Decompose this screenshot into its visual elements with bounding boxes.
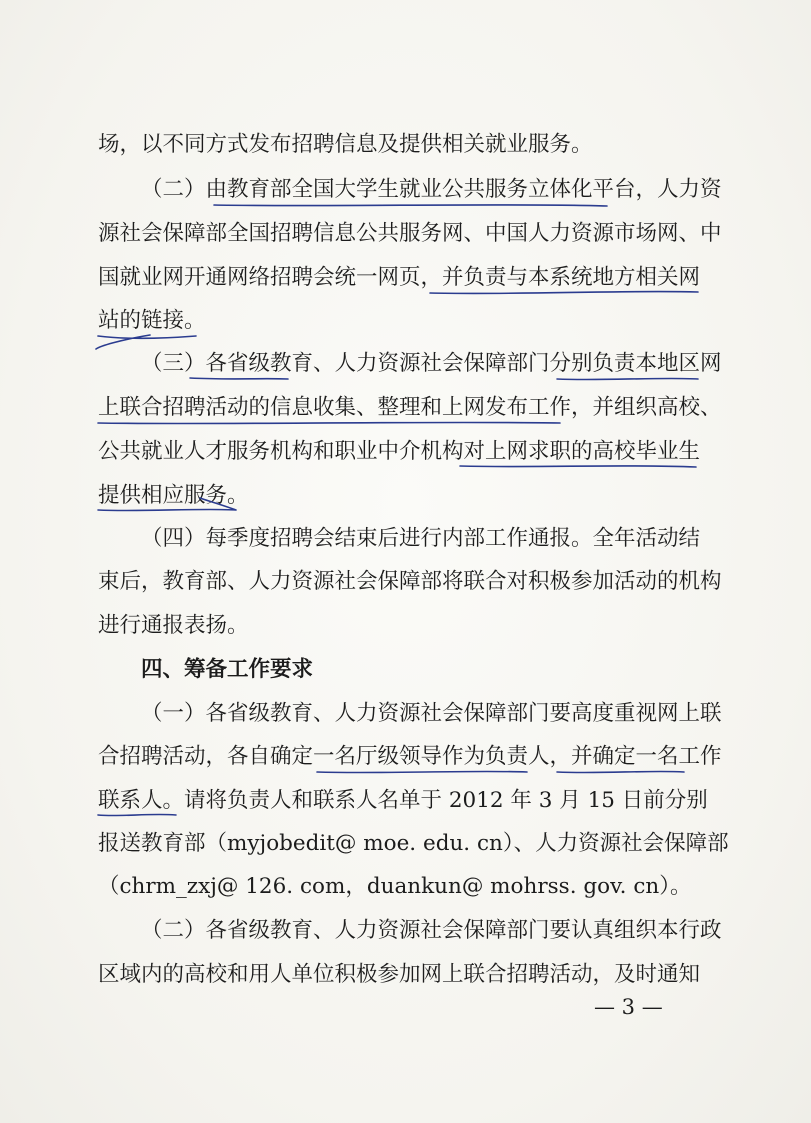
- text-line-3: 源社会保障部全国招聘信息公共服务网、中国人力资源市场网、中: [98, 221, 722, 246]
- text-line-18: （chrm_zxj@ 126. com，duankun@ mohrss. gov. cn）。: [98, 874, 692, 899]
- text-line-12: 进行通报表扬。: [98, 613, 249, 638]
- text-line-4: 国就业网开通网络招聘会统一网页，并负责与本系统地方相关网: [98, 265, 701, 290]
- text-line-11: 束后，教育部、人力资源社会保障部将联合对积极参加活动的机构: [98, 569, 722, 594]
- text-line-9: 提供相应服务。: [98, 483, 249, 508]
- text-line-14: （一）各省级教育、人力资源社会保障部门要高度重视网上联: [141, 701, 722, 726]
- text-line-2: [141, 175, 722, 205]
- underline-mark: [96, 335, 196, 349]
- text-line-15: 合招聘活动，各自确定一名厅级领导作为负责人，并确定一名工作: [98, 744, 722, 769]
- text-line-8: 公共就业人才服务机构和职业中介机构对上网求职的高校毕业生: [98, 439, 701, 464]
- underline-mark: [214, 205, 607, 206]
- text-line-17: 报送教育部（myjobedit@ moe. edu. cn）、人力资源社会保障部: [98, 831, 729, 856]
- text-line-6: （三）各省级教育、人力资源社会保障部门分别负责本地区网: [141, 351, 722, 376]
- text-line-7: 上联合招聘活动的信息收集、整理和上网发布工作，并组织高校、: [98, 395, 722, 420]
- text-line-19: （二）各省级教育、人力资源社会保障部门要认真组织本行政: [141, 918, 722, 943]
- paragraph-2-text: （二）由教育部全国大学生就业公共服务立体化平台，人力资: [141, 177, 722, 202]
- text-line-20: 区域内的高校和用人单位积极参加网上联合招聘活动，及时通知: [98, 962, 701, 987]
- page-number: — 3 —: [594, 995, 663, 1019]
- text-line-16: 联系人。请将负责人和联系人名单于 2012 年 3 月 15 日前分别: [98, 788, 708, 813]
- text-line-5: 站的链接。: [98, 308, 206, 333]
- text-line-1: 场，以不同方式发布招聘信息及提供相关就业服务。: [98, 132, 593, 157]
- section-heading: 四、筹备工作要求: [141, 657, 314, 682]
- text-line-10: （四）每季度招聘会结束后进行内部工作通报。全年活动结: [141, 526, 701, 551]
